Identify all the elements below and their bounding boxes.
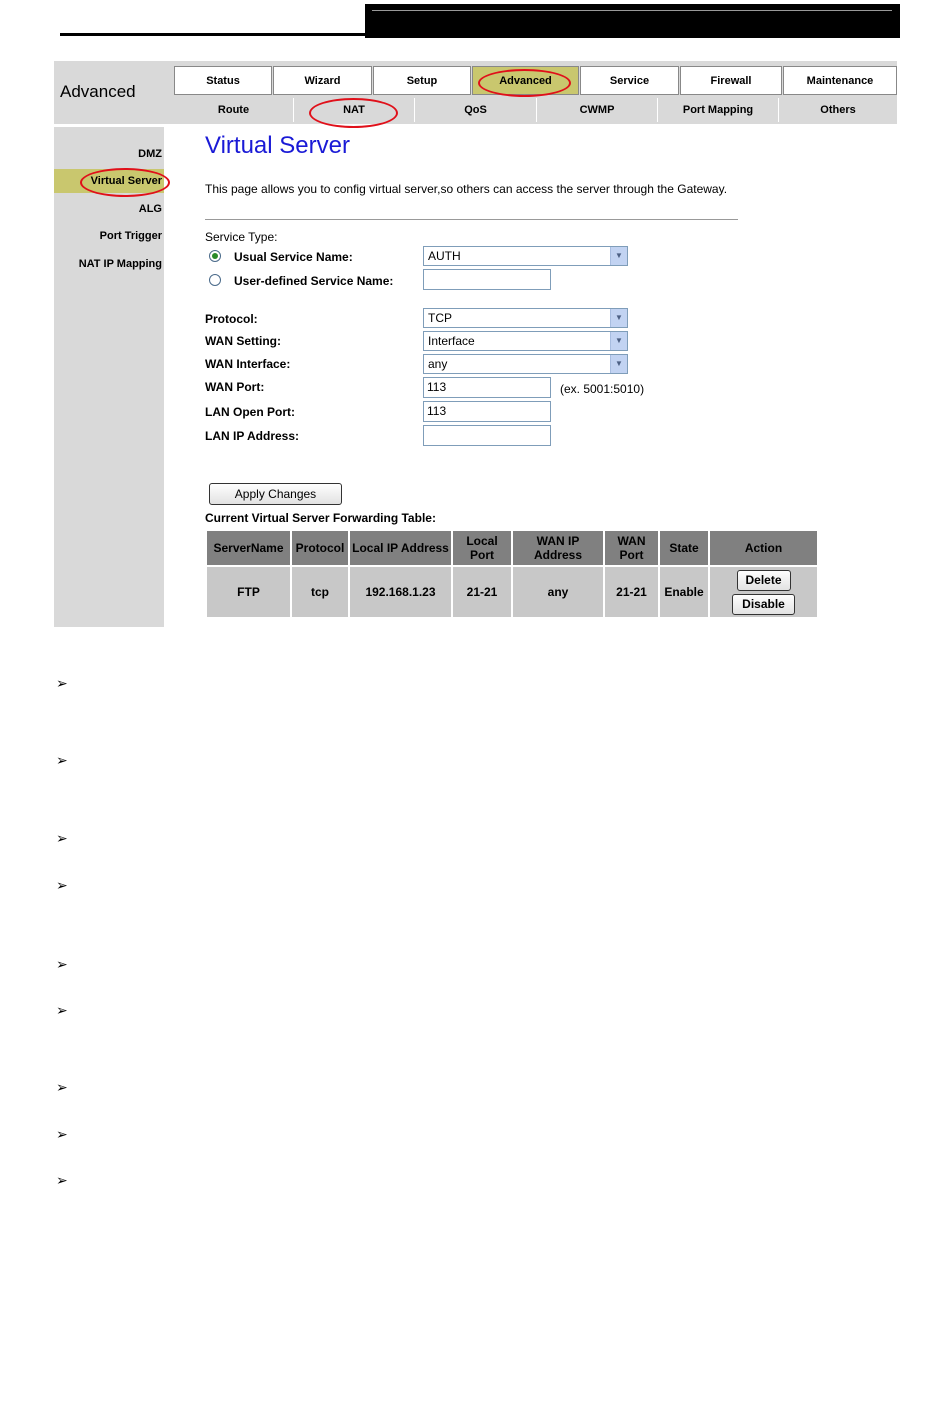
sidebar-item-virtual-server[interactable]: Virtual Server — [54, 169, 164, 193]
cell-wan-port: 21-21 — [605, 567, 658, 617]
protocol-value: TCP — [428, 311, 452, 325]
bullet-arrow-icon: ➢ — [56, 1003, 68, 1019]
chevron-down-icon: ▼ — [610, 332, 627, 350]
divider — [205, 219, 738, 220]
page-title: Virtual Server — [205, 132, 350, 159]
chevron-down-icon: ▼ — [610, 247, 627, 265]
usual-service-select[interactable] — [423, 246, 628, 266]
chevron-down-icon: ▼ — [610, 309, 627, 327]
cell-protocol: tcp — [292, 567, 348, 617]
usual-service-label: Usual Service Name: — [234, 250, 353, 264]
col-servername: ServerName — [207, 531, 290, 565]
cell-servername: FTP — [207, 567, 290, 617]
tab-maintenance[interactable]: Maintenance — [783, 66, 897, 95]
tab-service[interactable]: Service — [580, 66, 679, 95]
lan-ip-label: LAN IP Address: — [205, 429, 300, 443]
tab-wizard[interactable]: Wizard — [273, 66, 372, 95]
subtab-cwmp[interactable]: CWMP — [537, 98, 658, 122]
chevron-down-icon: ▼ — [610, 355, 627, 373]
col-protocol: Protocol — [292, 531, 348, 565]
user-defined-label: User-defined Service Name: — [234, 274, 394, 288]
forwarding-table — [205, 529, 819, 619]
col-state: State — [660, 531, 708, 565]
wan-port-hint: (ex. 5001:5010) — [560, 382, 645, 396]
cell-local-ip: 192.168.1.23 — [350, 567, 451, 617]
wan-interface-select[interactable] — [423, 354, 628, 374]
bullet-arrow-icon: ➢ — [56, 1173, 68, 1189]
usual-service-radio[interactable] — [209, 250, 221, 262]
sidebar — [54, 127, 164, 627]
tab-status[interactable]: Status — [174, 66, 272, 95]
col-local-port: Local Port — [453, 531, 511, 565]
section-title: Advanced — [60, 82, 136, 101]
wan-interface-value: any — [428, 357, 448, 371]
protocol-select[interactable] — [423, 308, 628, 328]
col-wan-ip: WAN IP Address — [513, 531, 603, 565]
table-header-row — [207, 531, 817, 565]
sidebar-item-port-trigger[interactable]: Port Trigger — [99, 230, 162, 242]
lan-open-port-input[interactable]: 113 — [423, 401, 551, 422]
page-description: This page allows you to config virtual server,so others can access the server through the Gateway. — [205, 182, 728, 196]
cell-action — [710, 567, 817, 617]
cell-wan-ip: any — [513, 567, 603, 617]
wan-setting-value: Interface — [428, 334, 475, 348]
disable-button[interactable]: Disable — [732, 594, 795, 615]
cell-local-port: 21-21 — [453, 567, 511, 617]
table-caption: Current Virtual Server Forwarding Table: — [205, 511, 436, 525]
bullet-arrow-icon: ➢ — [56, 957, 68, 973]
sidebar-item-alg[interactable]: ALG — [138, 203, 162, 215]
col-wan-port: WAN Port — [605, 531, 658, 565]
subtab-nat[interactable]: NAT — [294, 98, 415, 122]
service-type-label: Service Type: — [205, 230, 278, 244]
table-row — [207, 567, 817, 617]
protocol-label: Protocol: — [205, 312, 258, 326]
tab-advanced[interactable]: Advanced — [472, 66, 579, 95]
user-defined-input[interactable] — [423, 269, 551, 290]
bullet-arrow-icon: ➢ — [56, 753, 68, 769]
apply-changes-button[interactable]: Apply Changes — [209, 483, 342, 505]
sidebar-item-dmz[interactable]: DMZ — [138, 148, 162, 160]
delete-button[interactable]: Delete — [737, 570, 791, 591]
user-defined-radio[interactable] — [209, 274, 221, 286]
bullet-arrow-icon: ➢ — [56, 878, 68, 894]
col-action: Action — [710, 531, 817, 565]
lan-ip-input[interactable] — [423, 425, 551, 446]
wan-setting-label: WAN Setting: — [205, 334, 281, 348]
cell-state: Enable — [660, 567, 708, 617]
wan-port-input[interactable]: 113 — [423, 377, 551, 398]
subtab-route[interactable]: Route — [174, 98, 294, 122]
header-bar-line — [372, 10, 892, 11]
subtab-port-mapping[interactable]: Port Mapping — [658, 98, 779, 122]
sidebar-item-nat-ip-mapping[interactable]: NAT IP Mapping — [78, 258, 162, 270]
col-local-ip: Local IP Address — [350, 531, 451, 565]
wan-interface-label: WAN Interface: — [205, 357, 291, 371]
bullet-arrow-icon: ➢ — [56, 1127, 68, 1143]
wan-setting-select[interactable] — [423, 331, 628, 351]
tab-setup[interactable]: Setup — [373, 66, 471, 95]
wan-port-label: WAN Port: — [205, 380, 265, 394]
usual-service-value: AUTH — [428, 249, 461, 263]
header-rule — [60, 33, 365, 36]
tab-firewall[interactable]: Firewall — [680, 66, 782, 95]
bullet-arrow-icon: ➢ — [56, 831, 68, 847]
bullet-arrow-icon: ➢ — [56, 1080, 68, 1096]
subtab-qos[interactable]: QoS — [415, 98, 537, 122]
subtab-others[interactable]: Others — [820, 104, 856, 116]
lan-open-port-label: LAN Open Port: — [205, 405, 295, 419]
bullet-arrow-icon: ➢ — [56, 676, 68, 692]
